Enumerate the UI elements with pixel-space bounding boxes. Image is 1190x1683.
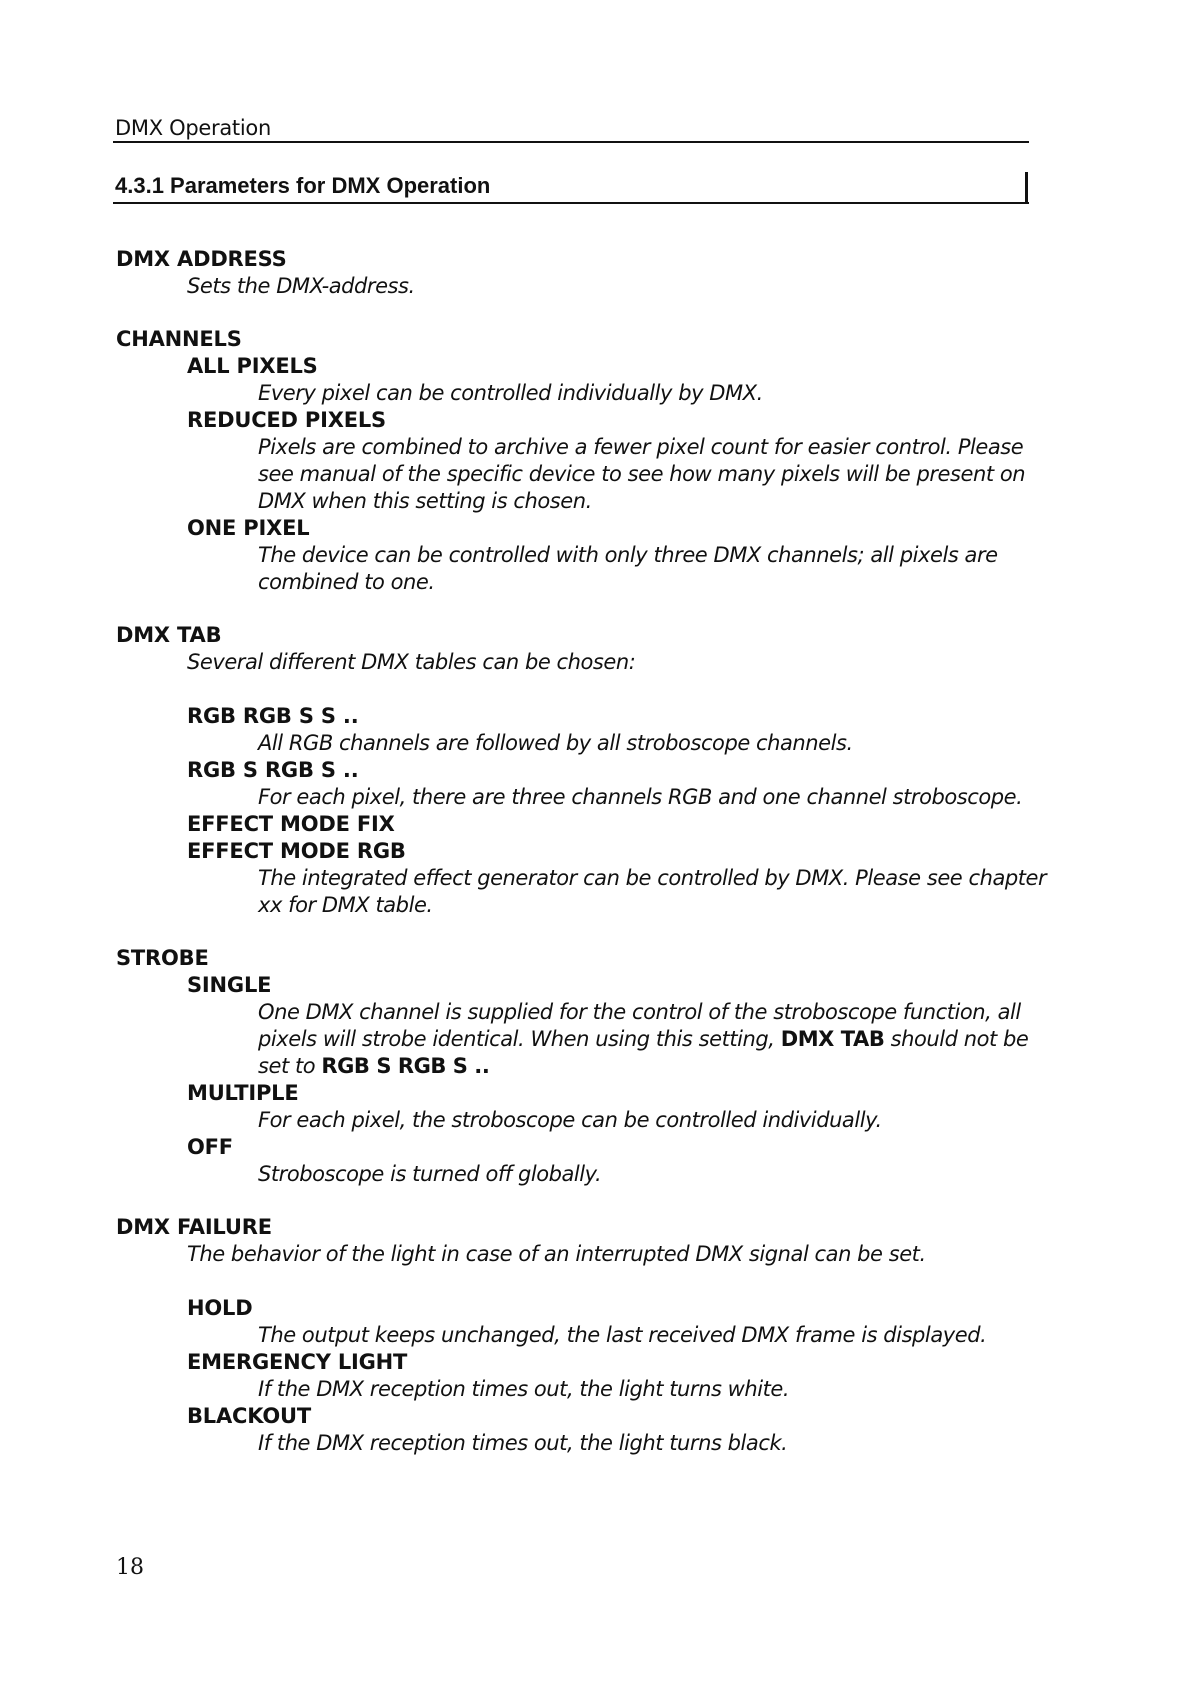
single-label: SINGLE <box>187 973 272 997</box>
dmx-failure-heading: DMX FAILURE <box>116 1215 272 1239</box>
section-title-bar <box>1025 172 1028 204</box>
page-number: 18 <box>116 1555 144 1580</box>
blackout-desc: If the DMX reception times out, the light turns black. <box>258 1431 788 1455</box>
rgb-rgb-s-s-label: RGB RGB S S .. <box>187 704 359 728</box>
channels-heading: CHANNELS <box>116 327 242 351</box>
reduced-pixels-desc-line: see manual of the specific device to see how many pixels will be present on <box>258 462 1026 486</box>
emergency-light-desc: If the DMX reception times out, the light turns white. <box>258 1377 790 1401</box>
section-title: 4.3.1 Parameters for DMX Operation <box>115 173 491 198</box>
dmx-tab-heading: DMX TAB <box>116 623 222 647</box>
single-desc-dmx-tab-ref: DMX TAB <box>780 1027 885 1051</box>
multiple-label: MULTIPLE <box>187 1081 299 1105</box>
blackout-label: BLACKOUT <box>187 1404 312 1428</box>
reduced-pixels-label: REDUCED PIXELS <box>187 408 386 432</box>
one-pixel-desc-line: The device can be controlled with only three DMX channels; all pixels are <box>258 543 998 567</box>
dmx-address-desc: Sets the DMX-address. <box>187 274 415 298</box>
rgb-rgb-s-s-desc: All RGB channels are followed by all stroboscope channels. <box>258 731 853 755</box>
one-pixel-label: ONE PIXEL <box>187 516 310 540</box>
dmx-tab-desc: Several different DMX tables can be chosen: <box>187 650 636 674</box>
hold-label: HOLD <box>187 1296 253 1320</box>
hold-desc: The output keeps unchanged, the last received DMX frame is displayed. <box>258 1323 987 1347</box>
all-pixels-desc: Every pixel can be controlled individually by DMX. <box>258 381 763 405</box>
single-desc-rgb-ref: RGB S RGB S .. <box>321 1054 490 1078</box>
off-desc: Stroboscope is turned off globally. <box>258 1162 602 1186</box>
header-rule <box>113 141 1029 143</box>
single-desc-line <box>258 1053 489 1080</box>
dmx-failure-desc: The behavior of the light in case of an interrupted DMX signal can be set. <box>187 1242 926 1266</box>
reduced-pixels-desc-line: Pixels are combined to archive a fewer pixel count for easier control. Please <box>258 435 1024 459</box>
running-header: DMX Operation <box>115 116 271 140</box>
multiple-desc: For each pixel, the stroboscope can be controlled individually. <box>258 1108 882 1132</box>
single-desc-text: set to <box>258 1054 322 1078</box>
effect-mode-rgb-label: EFFECT MODE RGB <box>187 839 406 863</box>
reduced-pixels-desc-line: DMX when this setting is chosen. <box>258 489 592 513</box>
effect-mode-fix-label: EFFECT MODE FIX <box>187 812 395 836</box>
off-label: OFF <box>187 1135 233 1159</box>
single-desc-text: pixels will strobe identical. When using this setting, <box>258 1027 781 1051</box>
dmx-address-heading: DMX ADDRESS <box>116 247 287 271</box>
all-pixels-label: ALL PIXELS <box>187 354 318 378</box>
single-desc-line: One DMX channel is supplied for the control of the stroboscope function, all <box>258 1000 1021 1024</box>
single-desc-line <box>258 1026 1028 1053</box>
one-pixel-desc-line: combined to one. <box>258 570 435 594</box>
rgb-s-rgb-s-desc: For each pixel, there are three channels RGB and one channel stroboscope. <box>258 785 1023 809</box>
effect-mode-rgb-desc-line: xx for DMX table. <box>258 893 433 917</box>
rgb-s-rgb-s-label: RGB S RGB S .. <box>187 758 359 782</box>
section-title-underline <box>113 202 1029 204</box>
emergency-light-label: EMERGENCY LIGHT <box>187 1350 408 1374</box>
effect-mode-rgb-desc-line: The integrated effect generator can be controlled by DMX. Please see chapter <box>258 866 1047 890</box>
strobe-heading: STROBE <box>116 946 209 970</box>
single-desc-text: should not be <box>884 1027 1029 1051</box>
